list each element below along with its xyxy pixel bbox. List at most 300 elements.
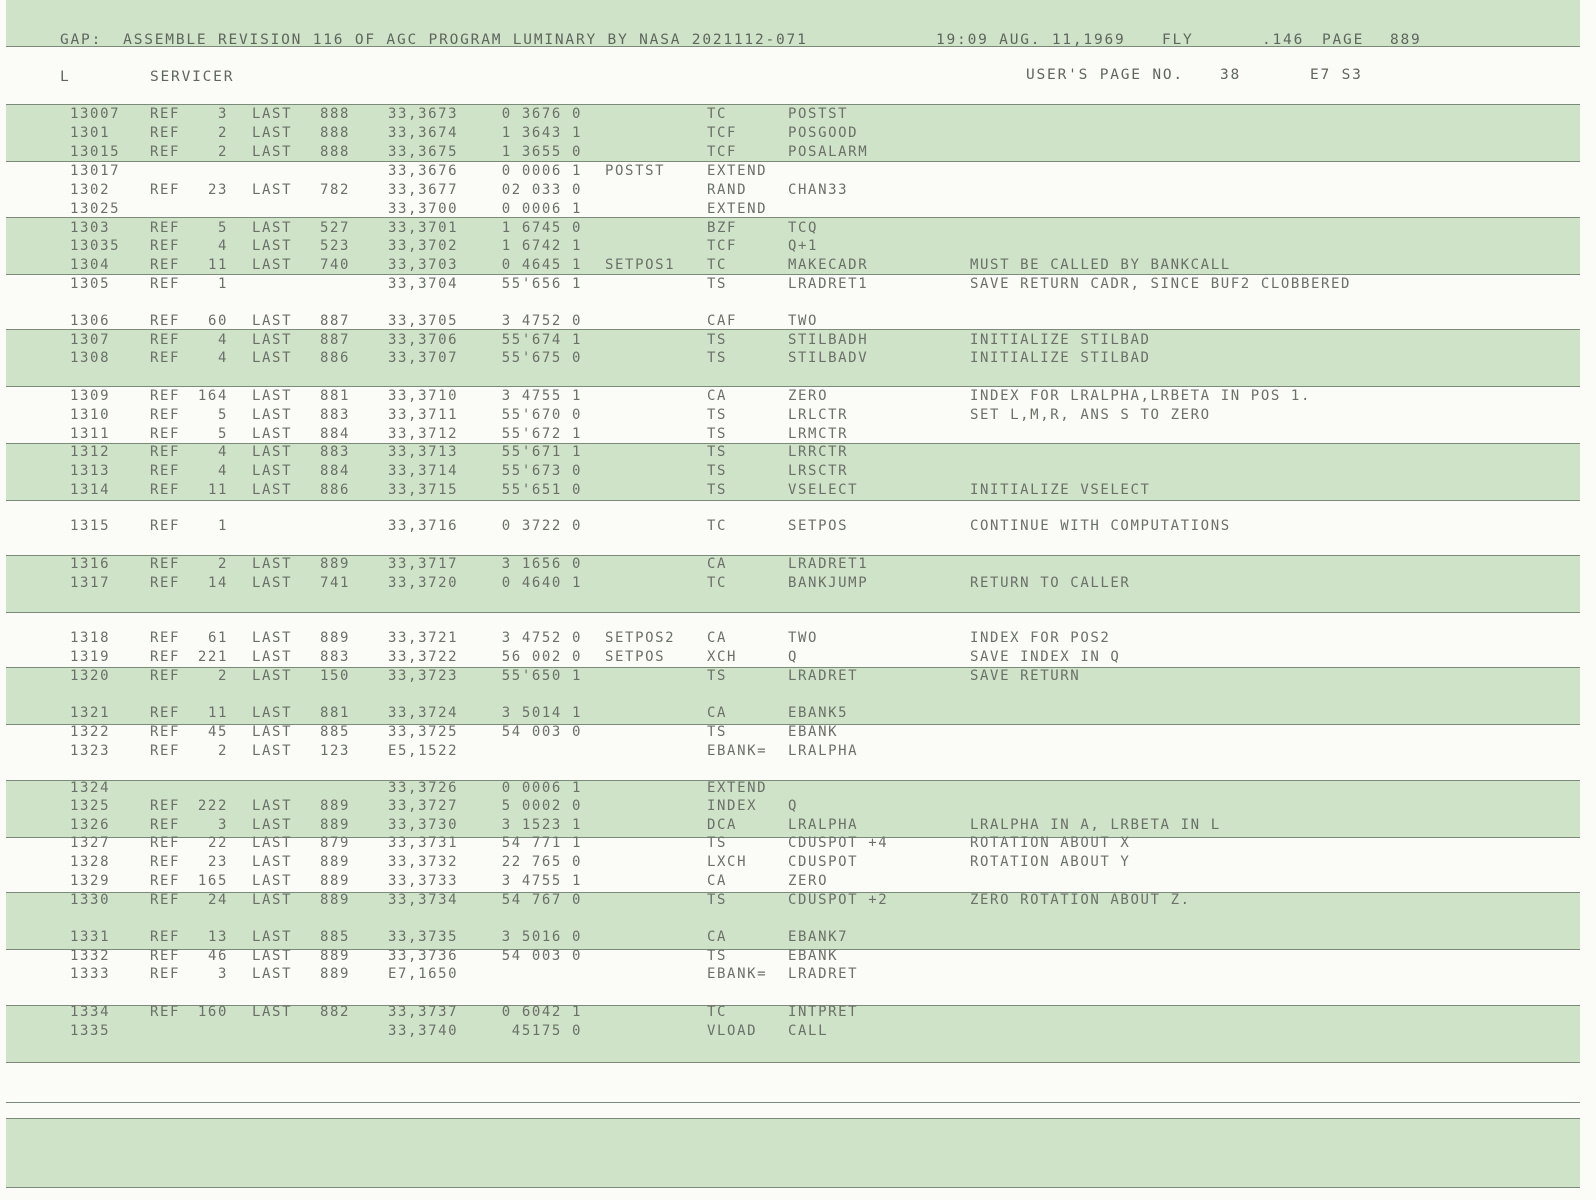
object-code: 54 003 0 (501, 724, 582, 740)
line-number: 1304 (70, 257, 111, 273)
operand: CDUSPOT +2 (788, 892, 889, 908)
last-ref: 889 (320, 817, 351, 833)
object-code: 55'672 1 (501, 426, 582, 442)
assembly-timestamp: 19:09 AUG. 11,1969 (936, 32, 1126, 48)
operand: INTPRET (788, 1004, 859, 1020)
last-ref: 889 (320, 798, 351, 814)
opcode: DCA (707, 817, 738, 833)
line-number: 1331 (70, 929, 111, 945)
last-label: LAST (252, 854, 293, 870)
opcode: TS (707, 482, 728, 498)
ref-count: 2 (217, 668, 228, 684)
comment: ZERO ROTATION ABOUT Z. (970, 892, 1191, 908)
last-label: LAST (252, 705, 293, 721)
ref-label: REF (150, 556, 181, 572)
line-number: 1309 (70, 388, 111, 404)
opcode: EBANK= (707, 743, 768, 759)
separator-rule (6, 1102, 1580, 1103)
operand: EBANK (788, 724, 839, 740)
address: 33,3714 (388, 463, 459, 479)
ref-count: 1 (217, 518, 228, 534)
comment: RETURN TO CALLER (970, 575, 1131, 591)
opcode: XCH (707, 649, 738, 665)
last-ref: 889 (320, 948, 351, 964)
last-label: LAST (252, 444, 293, 460)
address: 33,3675 (388, 144, 459, 160)
address: 33,3716 (388, 518, 459, 534)
object-code: 0 0006 1 (501, 163, 582, 179)
last-label: LAST (252, 817, 293, 833)
line-number: 13007 (70, 106, 121, 122)
ref-label: REF (150, 444, 181, 460)
last-ref: 150 (320, 668, 351, 684)
object-code: 3 1656 0 (501, 556, 582, 572)
line-number: 13015 (70, 144, 121, 160)
address: 33,3740 (388, 1023, 459, 1039)
comment: SET L,M,R, ANS S TO ZERO (970, 407, 1211, 423)
ref-count: 11 (207, 705, 228, 721)
object-code: 02 033 0 (501, 182, 582, 198)
address: 33,3717 (388, 556, 459, 572)
line-number: 1325 (70, 798, 111, 814)
address: 33,3676 (388, 163, 459, 179)
object-code: 3 5014 1 (501, 705, 582, 721)
opcode: TS (707, 407, 728, 423)
operand: LRALPHA (788, 817, 859, 833)
ref-label: REF (150, 892, 181, 908)
line-number: 1334 (70, 1004, 111, 1020)
assembly-title: GAP: ASSEMBLE REVISION 116 OF AGC PROGRAM LUMINARY BY NASA 2021112-071 (60, 32, 808, 48)
last-label: LAST (252, 426, 293, 442)
ref-count: 165 (197, 873, 228, 889)
ref-label: REF (150, 407, 181, 423)
comment: INITIALIZE STILBAD (970, 350, 1151, 366)
ref-count: 3 (217, 106, 228, 122)
operand: CALL (788, 1023, 829, 1039)
last-label: LAST (252, 798, 293, 814)
line-number: 1328 (70, 854, 111, 870)
line-number: 1326 (70, 817, 111, 833)
last-ref: 884 (320, 426, 351, 442)
last-ref: 879 (320, 835, 351, 851)
line-number: 1330 (70, 892, 111, 908)
operand: STILBADV (788, 350, 869, 366)
last-ref: 886 (320, 482, 351, 498)
ref-count: 2 (217, 743, 228, 759)
ref-label: REF (150, 220, 181, 236)
ref-label: REF (150, 817, 181, 833)
object-code: 55'674 1 (501, 332, 582, 348)
operand: STILBADH (788, 332, 869, 348)
opcode: TS (707, 668, 728, 684)
operand: CDUSPOT +4 (788, 835, 889, 851)
last-label: LAST (252, 630, 293, 646)
line-number: 1333 (70, 966, 111, 982)
object-code: 0 0006 1 (501, 780, 582, 796)
object-code: 3 4752 0 (501, 630, 582, 646)
operand: MAKECADR (788, 257, 869, 273)
ref-count: 222 (197, 798, 228, 814)
last-ref: 741 (320, 575, 351, 591)
opcode: TC (707, 575, 728, 591)
ref-label: REF (150, 705, 181, 721)
last-label: LAST (252, 350, 293, 366)
last-ref: 123 (320, 743, 351, 759)
line-number: 1318 (70, 630, 111, 646)
last-label: LAST (252, 463, 293, 479)
last-ref: 889 (320, 892, 351, 908)
object-code: 3 5016 0 (501, 929, 582, 945)
ref-count: 4 (217, 444, 228, 460)
opcode: EXTEND (707, 201, 768, 217)
line-number: 1332 (70, 948, 111, 964)
ref-count: 5 (217, 426, 228, 442)
opcode: TS (707, 463, 728, 479)
object-code: 0 4640 1 (501, 575, 582, 591)
ref-label: REF (150, 518, 181, 534)
opcode: INDEX (707, 798, 758, 814)
last-ref: 887 (320, 332, 351, 348)
page-label: PAGE (1322, 32, 1365, 48)
address: 33,3706 (388, 332, 459, 348)
object-code: 54 003 0 (501, 948, 582, 964)
comment: SAVE INDEX IN Q (970, 649, 1121, 665)
line-number: 1306 (70, 313, 111, 329)
address: 33,3674 (388, 125, 459, 141)
address: 33,3723 (388, 668, 459, 684)
operand: Q+1 (788, 238, 819, 254)
last-label: LAST (252, 482, 293, 498)
line-number: 1322 (70, 724, 111, 740)
opcode: TS (707, 724, 728, 740)
operand: ZERO (788, 873, 829, 889)
ref-label: REF (150, 948, 181, 964)
ref-label: REF (150, 388, 181, 404)
address: 33,3721 (388, 630, 459, 646)
operand: LRADRET (788, 668, 859, 684)
address: 33,3712 (388, 426, 459, 442)
address: 33,3703 (388, 257, 459, 273)
opcode: TCF (707, 144, 738, 160)
line-number: 1319 (70, 649, 111, 665)
last-label: LAST (252, 575, 293, 591)
comment: SAVE RETURN (970, 668, 1081, 684)
line-number: 1329 (70, 873, 111, 889)
object-code: 5 0002 0 (501, 798, 582, 814)
ref-count: 3 (217, 966, 228, 982)
ref-count: 3 (217, 817, 228, 833)
last-ref: 886 (320, 350, 351, 366)
comment: MUST BE CALLED BY BANKCALL (970, 257, 1231, 273)
ref-label: REF (150, 463, 181, 479)
operand: EBANK7 (788, 929, 849, 945)
address: 33,3677 (388, 182, 459, 198)
operand: LRALPHA (788, 743, 859, 759)
address: 33,3726 (388, 780, 459, 796)
opcode: RAND (707, 182, 748, 198)
address: 33,3720 (388, 575, 459, 591)
object-code: 55'651 0 (501, 482, 582, 498)
last-label: LAST (252, 144, 293, 160)
ref-count: 23 (207, 182, 228, 198)
opcode: TS (707, 948, 728, 964)
object-code: 1 6745 0 (501, 220, 582, 236)
last-ref: 889 (320, 854, 351, 870)
operand: EBANK5 (788, 705, 849, 721)
line-number: 1307 (70, 332, 111, 348)
fly-label: FLY (1162, 32, 1194, 48)
address: 33,3705 (388, 313, 459, 329)
line-number: 13035 (70, 238, 121, 254)
ref-label: REF (150, 798, 181, 814)
line-number: 1324 (70, 780, 111, 796)
object-code: 55'673 0 (501, 463, 582, 479)
object-code: 55'656 1 (501, 276, 582, 292)
comment: CONTINUE WITH COMPUTATIONS (970, 518, 1231, 534)
object-code: 55'675 0 (501, 350, 582, 366)
last-ref: 881 (320, 705, 351, 721)
address: 33,3710 (388, 388, 459, 404)
comment: INITIALIZE STILBAD (970, 332, 1151, 348)
ref-count: 11 (207, 482, 228, 498)
ref-count: 2 (217, 125, 228, 141)
opcode: CAF (707, 313, 738, 329)
ref-count: 14 (207, 575, 228, 591)
last-ref: 883 (320, 407, 351, 423)
last-label: LAST (252, 892, 293, 908)
opcode: TS (707, 892, 728, 908)
line-number: 1321 (70, 705, 111, 721)
address: 33,3715 (388, 482, 459, 498)
last-label: LAST (252, 873, 293, 889)
symbol-label: POSTST (605, 163, 666, 179)
address: 33,3727 (388, 798, 459, 814)
ref-label: REF (150, 332, 181, 348)
line-number: 1315 (70, 518, 111, 534)
operand: LRADRET1 (788, 276, 869, 292)
comment: ROTATION ABOUT Y (970, 854, 1131, 870)
last-label: LAST (252, 649, 293, 665)
opcode: CA (707, 556, 728, 572)
opcode: TC (707, 518, 728, 534)
line-number: 1308 (70, 350, 111, 366)
ref-label: REF (150, 575, 181, 591)
ref-count: 23 (207, 854, 228, 870)
comment: SAVE RETURN CADR, SINCE BUF2 CLOBBERED (970, 276, 1352, 292)
address: 33,3734 (388, 892, 459, 908)
object-code: 3 4755 1 (501, 388, 582, 404)
ref-label: REF (150, 835, 181, 851)
last-label: LAST (252, 332, 293, 348)
address: 33,3707 (388, 350, 459, 366)
line-number: 1320 (70, 668, 111, 684)
ref-count: 61 (207, 630, 228, 646)
object-code: 45175 0 (511, 1023, 582, 1039)
ref-label: REF (150, 854, 181, 870)
ref-count: 45 (207, 724, 228, 740)
ref-label: REF (150, 929, 181, 945)
ref-count: 4 (217, 332, 228, 348)
object-code: 55'671 1 (501, 444, 582, 460)
ref-label: REF (150, 276, 181, 292)
last-label: LAST (252, 388, 293, 404)
ref-count: 5 (217, 407, 228, 423)
last-label: LAST (252, 966, 293, 982)
operand: LRADRET1 (788, 556, 869, 572)
address: E7,1650 (388, 966, 459, 982)
address: 33,3711 (388, 407, 459, 423)
opcode: VLOAD (707, 1023, 758, 1039)
address: 33,3713 (388, 444, 459, 460)
last-ref: 883 (320, 649, 351, 665)
ref-count: 22 (207, 835, 228, 851)
last-label: LAST (252, 238, 293, 254)
opcode: TS (707, 350, 728, 366)
object-code: 55'670 0 (501, 407, 582, 423)
last-ref: 740 (320, 257, 351, 273)
address: 33,3673 (388, 106, 459, 122)
object-code: 3 4755 1 (501, 873, 582, 889)
last-label: LAST (252, 556, 293, 572)
ref-count: 5 (217, 220, 228, 236)
object-code: 0 6042 1 (501, 1004, 582, 1020)
line-number: 1313 (70, 463, 111, 479)
ref-label: REF (150, 966, 181, 982)
object-code: 1 3655 0 (501, 144, 582, 160)
ref-label: REF (150, 1004, 181, 1020)
ref-label: REF (150, 426, 181, 442)
ref-label: REF (150, 482, 181, 498)
last-ref: 885 (320, 929, 351, 945)
line-number: 1302 (70, 182, 111, 198)
object-code: 55'650 1 (501, 668, 582, 684)
opcode: CA (707, 705, 728, 721)
ref-label: REF (150, 125, 181, 141)
address: 33,3736 (388, 948, 459, 964)
line-number: 1335 (70, 1023, 111, 1039)
line-number: 1301 (70, 125, 111, 141)
operand: CHAN33 (788, 182, 849, 198)
operand: Q (788, 649, 799, 665)
last-ref: 888 (320, 106, 351, 122)
opcode: CA (707, 929, 728, 945)
line-number: 1310 (70, 407, 111, 423)
object-code: 1 6742 1 (501, 238, 582, 254)
operand: BANKJUMP (788, 575, 869, 591)
last-ref: 523 (320, 238, 351, 254)
last-ref: 885 (320, 724, 351, 740)
last-label: LAST (252, 182, 293, 198)
ref-count: 4 (217, 238, 228, 254)
ref-label: REF (150, 106, 181, 122)
ref-label: REF (150, 350, 181, 366)
operand: POSALARM (788, 144, 869, 160)
operand: LRSCTR (788, 463, 849, 479)
last-ref: 782 (320, 182, 351, 198)
operand: LRMCTR (788, 426, 849, 442)
address: 33,3724 (388, 705, 459, 721)
operand: TWO (788, 630, 819, 646)
line-number: 1314 (70, 482, 111, 498)
opcode: TCF (707, 125, 738, 141)
last-label: LAST (252, 929, 293, 945)
ref-label: REF (150, 313, 181, 329)
object-code: 54 771 1 (501, 835, 582, 851)
ref-count: 2 (217, 556, 228, 572)
operand: POSTST (788, 106, 849, 122)
page-number: 889 (1390, 32, 1422, 48)
operand: CDUSPOT (788, 854, 859, 870)
ref-label: REF (150, 724, 181, 740)
last-label: LAST (252, 220, 293, 236)
ref-count: 1 (217, 276, 228, 292)
last-label: LAST (252, 125, 293, 141)
last-label: LAST (252, 668, 293, 684)
address: 33,3702 (388, 238, 459, 254)
opcode: CA (707, 630, 728, 646)
symbol-label: SETPOS1 (605, 257, 676, 273)
line-number: 1312 (70, 444, 111, 460)
ref-count: 4 (217, 350, 228, 366)
address: 33,3737 (388, 1004, 459, 1020)
comment: ROTATION ABOUT X (970, 835, 1131, 851)
ref-count: 221 (197, 649, 228, 665)
ref-label: REF (150, 257, 181, 273)
last-label: LAST (252, 106, 293, 122)
address: 33,3704 (388, 276, 459, 292)
object-code: 0 3676 0 (501, 106, 582, 122)
line-number: 13025 (70, 201, 121, 217)
ref-count: 13 (207, 929, 228, 945)
user-page-label: USER'S PAGE NO. (1026, 67, 1184, 83)
opcode: CA (707, 388, 728, 404)
ref-count: 160 (197, 1004, 228, 1020)
ref-label: REF (150, 743, 181, 759)
object-code: 0 3722 0 (501, 518, 582, 534)
address: 33,3722 (388, 649, 459, 665)
object-code: 0 4645 1 (501, 257, 582, 273)
last-label: LAST (252, 313, 293, 329)
operand: SETPOS (788, 518, 849, 534)
last-label: LAST (252, 407, 293, 423)
address: 33,3730 (388, 817, 459, 833)
opcode: TS (707, 276, 728, 292)
address: E5,1522 (388, 743, 459, 759)
operand: LRRCTR (788, 444, 849, 460)
object-code: 1 3643 1 (501, 125, 582, 141)
address: 33,3731 (388, 835, 459, 851)
ref-label: REF (150, 238, 181, 254)
ref-label: REF (150, 668, 181, 684)
comment: INDEX FOR LRALPHA,LRBETA IN POS 1. (970, 388, 1311, 404)
last-label: LAST (252, 1004, 293, 1020)
ref-count: 164 (197, 388, 228, 404)
last-label: LAST (252, 257, 293, 273)
line-number: 1327 (70, 835, 111, 851)
last-ref: 889 (320, 556, 351, 572)
address: 33,3701 (388, 220, 459, 236)
last-ref: 884 (320, 463, 351, 479)
last-ref: 888 (320, 125, 351, 141)
opcode: TC (707, 1004, 728, 1020)
address: 33,3732 (388, 854, 459, 870)
comment: INDEX FOR POS2 (970, 630, 1111, 646)
line-number: 1316 (70, 556, 111, 572)
last-ref: 887 (320, 313, 351, 329)
opcode: LXCH (707, 854, 748, 870)
operand: ZERO (788, 388, 829, 404)
object-code: 54 767 0 (501, 892, 582, 908)
